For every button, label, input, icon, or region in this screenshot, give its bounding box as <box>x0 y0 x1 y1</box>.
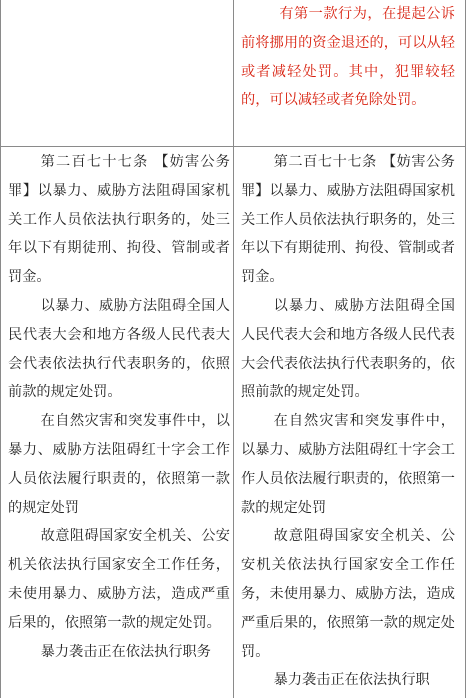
amended-paragraph-1: 第二百七十七条 【妨害公务罪】以暴力、威胁方法阻碍国家机关工作人员依法执行职务的，处三年以下有期徒刑、拘役、管制或者罚金。 <box>241 154 455 286</box>
original-text-cell-article-277 <box>8 148 230 698</box>
amended-text-cell-article-277 <box>241 148 455 698</box>
original-text-cell-top <box>5 0 229 146</box>
row-divider <box>1 146 466 147</box>
original-paragraph-4: 故意阻碍国家安全机关、公安机关依法执行国家安全工作任务，未使用暴力、威胁方法，造成严重后果的，依照第一款的规定处罚。 <box>8 528 230 631</box>
amended-paragraph-2: 以暴力、威胁方法阻碍全国人民代表大会和地方各级人民代表大会代表依法执行代表职务的，依照前款的规定处罚。 <box>241 297 455 401</box>
original-paragraph-5: 暴力袭击正在依法执行职务 <box>40 643 211 660</box>
original-paragraph-3: 在自然灾害和突发事件中，以暴力、威胁方法阻碍红十字会工作人员依法履行职责的，依照第一款的规定处罚 <box>8 413 230 516</box>
amended-paragraph-3: 在自然灾害和突发事件中，以暴力、威胁方法阻碍红十字会工作人员依法履行职责的，依照第一款的规定处罚 <box>241 413 455 516</box>
original-paragraph-1: 第二百七十七条 【妨害公务罪】以暴力、威胁方法阻碍国家机关工作人员依法执行职务的，处三年以下有期徒刑、拘役、管制或者罚金。 <box>8 154 230 286</box>
amended-paragraph-5: 暴力袭击正在依法执行职 <box>273 672 430 689</box>
column-divider <box>233 0 234 698</box>
amended-paragraph-4: 故意阻碍国家安全机关、公安机关依法执行国家安全工作任务，未使用暴力、威胁方法，造成严重后果的，依照第一款的规定处罚。 <box>241 528 455 660</box>
amended-text-cell-top <box>241 0 455 146</box>
amended-paragraph-highlighted: 有第一款行为，在提起公诉前将挪用的资金退还的，可以从轻或者减轻处罚。其中，犯罪较轻的，可以减轻或者免除处罚。 <box>241 6 455 109</box>
original-paragraph-2: 以暴力、威胁方法阻碍全国人民代表大会和地方各级人民代表大会代表依法执行代表职务的，依照前款的规定处罚。 <box>8 297 230 401</box>
